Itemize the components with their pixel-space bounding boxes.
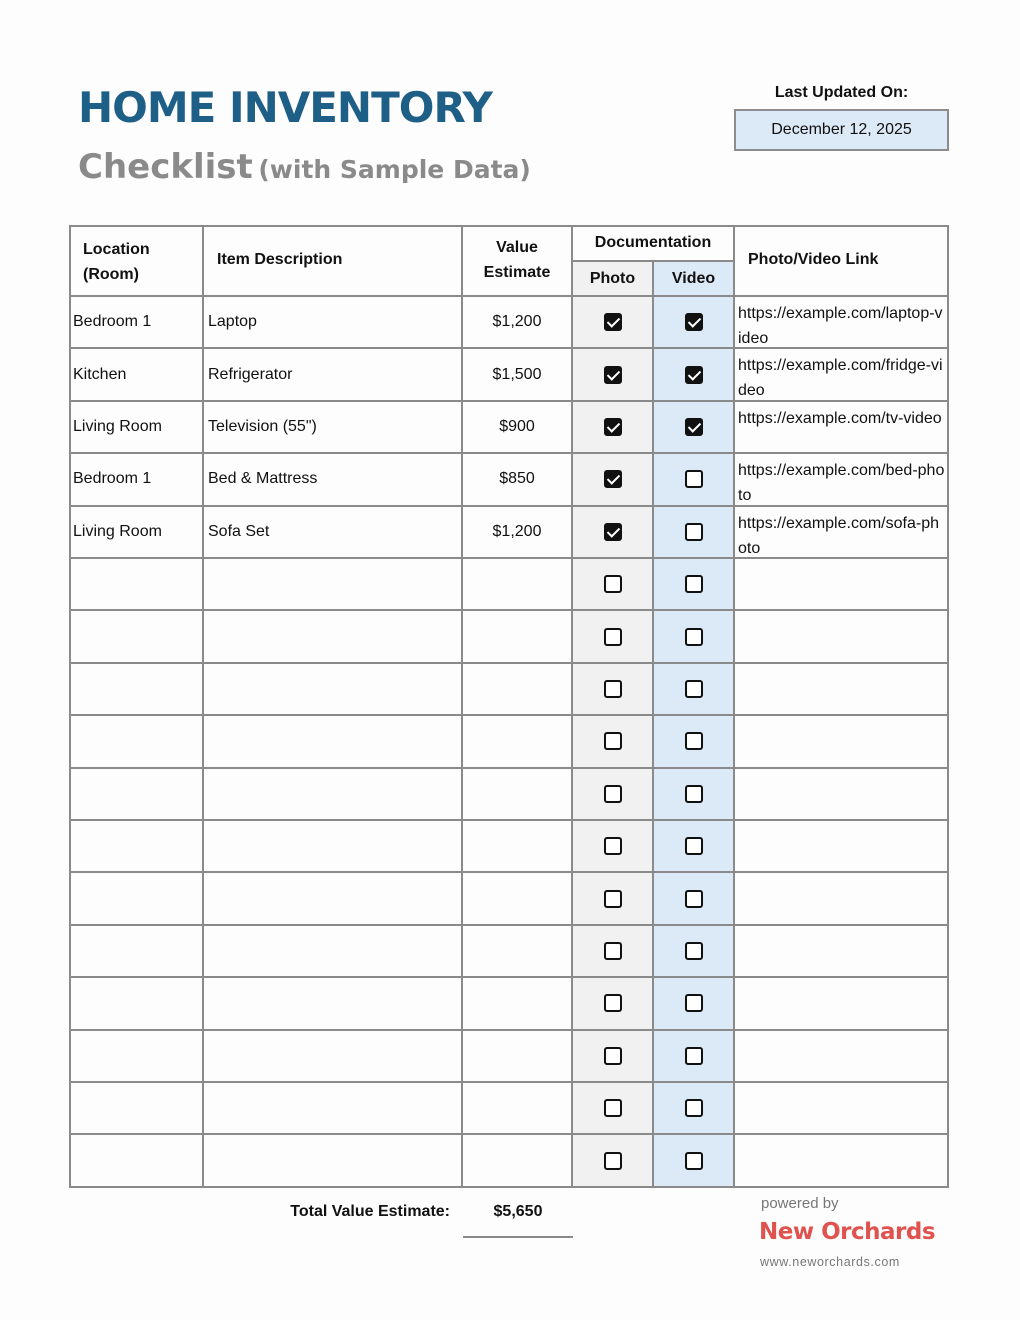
cell-item[interactable] bbox=[204, 769, 463, 821]
inventory-table bbox=[69, 225, 949, 1188]
cell-location[interactable] bbox=[69, 873, 204, 925]
total-value-amount: $5,650 bbox=[493, 1203, 543, 1220]
cell-photo bbox=[573, 402, 654, 454]
cell-location[interactable] bbox=[69, 716, 204, 768]
brand-url[interactable]: www.neworchards.com bbox=[760, 1255, 900, 1269]
cell-link[interactable]: https://example.com/sofa-photo bbox=[735, 507, 949, 559]
video-checkbox[interactable] bbox=[685, 942, 703, 960]
cell-location[interactable] bbox=[69, 664, 204, 716]
column-header-video: Video bbox=[654, 262, 735, 297]
cell-value[interactable] bbox=[463, 1031, 573, 1083]
photo-checkbox[interactable] bbox=[604, 366, 622, 384]
cell-item[interactable]: Laptop bbox=[204, 297, 463, 349]
photo-checkbox[interactable] bbox=[604, 575, 622, 593]
cell-video bbox=[654, 349, 735, 401]
cell-location[interactable]: Living Room bbox=[69, 507, 204, 559]
cell-value[interactable] bbox=[463, 611, 573, 663]
video-checkbox[interactable] bbox=[685, 732, 703, 750]
cell-link[interactable]: https://example.com/tv-video bbox=[735, 402, 949, 454]
cell-item[interactable] bbox=[204, 1135, 463, 1187]
video-checkbox[interactable] bbox=[685, 1152, 703, 1170]
photo-checkbox[interactable] bbox=[604, 470, 622, 488]
cell-item[interactable] bbox=[204, 664, 463, 716]
cell-link[interactable] bbox=[735, 978, 949, 1030]
cell-value[interactable] bbox=[463, 873, 573, 925]
photo-checkbox[interactable] bbox=[604, 1152, 622, 1170]
video-checkbox[interactable] bbox=[685, 523, 703, 541]
cell-video bbox=[654, 873, 735, 925]
cell-video bbox=[654, 454, 735, 506]
cell-value[interactable]: $1,500 bbox=[463, 349, 573, 401]
cell-location[interactable] bbox=[69, 1083, 204, 1135]
cell-photo bbox=[573, 873, 654, 925]
cell-location[interactable]: Bedroom 1 bbox=[69, 297, 204, 349]
cell-item[interactable] bbox=[204, 611, 463, 663]
cell-item[interactable]: Bed & Mattress bbox=[204, 454, 463, 506]
cell-video bbox=[654, 978, 735, 1030]
photo-checkbox[interactable] bbox=[604, 680, 622, 698]
brand-logo: New Orchards bbox=[759, 1219, 936, 1245]
column-header-location-label: Location (Room) bbox=[83, 241, 150, 283]
cell-video bbox=[654, 402, 735, 454]
cell-location[interactable] bbox=[69, 978, 204, 1030]
cell-value[interactable] bbox=[463, 926, 573, 978]
cell-photo bbox=[573, 716, 654, 768]
cell-value[interactable] bbox=[463, 769, 573, 821]
photo-checkbox[interactable] bbox=[604, 418, 622, 436]
last-updated-field[interactable] bbox=[734, 109, 949, 151]
video-checkbox[interactable] bbox=[685, 1047, 703, 1065]
cell-link[interactable] bbox=[735, 1083, 949, 1135]
cell-value[interactable] bbox=[463, 559, 573, 611]
cell-link[interactable] bbox=[735, 559, 949, 611]
cell-value[interactable] bbox=[463, 978, 573, 1030]
cell-item[interactable] bbox=[204, 1083, 463, 1135]
cell-photo bbox=[573, 664, 654, 716]
cell-video bbox=[654, 1031, 735, 1083]
cell-value[interactable]: $900 bbox=[463, 402, 573, 454]
video-checkbox[interactable] bbox=[685, 470, 703, 488]
photo-checkbox[interactable] bbox=[604, 523, 622, 541]
cell-photo bbox=[573, 1135, 654, 1187]
cell-location[interactable] bbox=[69, 1031, 204, 1083]
cell-video bbox=[654, 926, 735, 978]
total-underline bbox=[463, 1236, 573, 1238]
cell-link[interactable] bbox=[735, 716, 949, 768]
last-updated-value: December 12, 2025 bbox=[771, 121, 912, 138]
cell-photo bbox=[573, 507, 654, 559]
total-value-label: Total Value Estimate: bbox=[290, 1203, 450, 1220]
cell-value[interactable] bbox=[463, 716, 573, 768]
video-checkbox[interactable] bbox=[685, 575, 703, 593]
cell-photo bbox=[573, 978, 654, 1030]
cell-item[interactable] bbox=[204, 978, 463, 1030]
cell-photo bbox=[573, 611, 654, 663]
cell-photo bbox=[573, 454, 654, 506]
photo-checkbox[interactable] bbox=[604, 732, 622, 750]
cell-photo bbox=[573, 1031, 654, 1083]
page-title: HOME INVENTORY bbox=[78, 83, 492, 132]
cell-link[interactable] bbox=[735, 821, 949, 873]
cell-link[interactable]: https://example.com/bed-photo bbox=[735, 454, 949, 506]
cell-link[interactable] bbox=[735, 769, 949, 821]
page-subtitle bbox=[78, 147, 531, 193]
cell-video bbox=[654, 664, 735, 716]
column-header-link: Photo/Video Link bbox=[735, 225, 949, 297]
photo-checkbox[interactable] bbox=[604, 785, 622, 803]
column-header-value bbox=[463, 225, 573, 297]
video-checkbox[interactable] bbox=[685, 366, 703, 384]
powered-by-text: powered by bbox=[761, 1195, 839, 1212]
cell-photo bbox=[573, 349, 654, 401]
cell-location[interactable] bbox=[69, 611, 204, 663]
photo-checkbox[interactable] bbox=[604, 994, 622, 1012]
video-checkbox[interactable] bbox=[685, 837, 703, 855]
cell-location[interactable] bbox=[69, 769, 204, 821]
cell-video bbox=[654, 769, 735, 821]
cell-item[interactable] bbox=[204, 821, 463, 873]
column-header-documentation: Documentation bbox=[573, 225, 735, 262]
cell-value[interactable]: $1,200 bbox=[463, 507, 573, 559]
cell-video bbox=[654, 559, 735, 611]
cell-video bbox=[654, 716, 735, 768]
cell-location[interactable] bbox=[69, 1135, 204, 1187]
cell-item[interactable]: Television (55") bbox=[204, 402, 463, 454]
cell-video bbox=[654, 507, 735, 559]
cell-value[interactable] bbox=[463, 664, 573, 716]
cell-item[interactable] bbox=[204, 716, 463, 768]
last-updated-label: Last Updated On: bbox=[774, 84, 909, 101]
cell-location[interactable] bbox=[69, 926, 204, 978]
photo-checkbox[interactable] bbox=[604, 313, 622, 331]
cell-value[interactable]: $850 bbox=[463, 454, 573, 506]
photo-checkbox[interactable] bbox=[604, 1047, 622, 1065]
cell-location[interactable] bbox=[69, 821, 204, 873]
cell-link[interactable] bbox=[735, 1031, 949, 1083]
cell-item[interactable]: Sofa Set bbox=[204, 507, 463, 559]
cell-link[interactable] bbox=[735, 1135, 949, 1187]
cell-photo bbox=[573, 769, 654, 821]
cell-link[interactable] bbox=[735, 926, 949, 978]
subtitle-main: Checklist bbox=[78, 147, 253, 187]
video-checkbox[interactable] bbox=[685, 994, 703, 1012]
photo-checkbox[interactable] bbox=[604, 942, 622, 960]
cell-location[interactable] bbox=[69, 559, 204, 611]
cell-item[interactable] bbox=[204, 1031, 463, 1083]
cell-location[interactable]: Kitchen bbox=[69, 349, 204, 401]
video-checkbox[interactable] bbox=[685, 1099, 703, 1117]
cell-value[interactable] bbox=[463, 1135, 573, 1187]
cell-link[interactable] bbox=[735, 611, 949, 663]
cell-value[interactable] bbox=[463, 1083, 573, 1135]
cell-link[interactable] bbox=[735, 664, 949, 716]
cell-link[interactable]: https://example.com/fridge-video bbox=[735, 349, 949, 401]
cell-video bbox=[654, 1135, 735, 1187]
video-checkbox[interactable] bbox=[685, 313, 703, 331]
video-checkbox[interactable] bbox=[685, 890, 703, 908]
cell-link[interactable] bbox=[735, 873, 949, 925]
cell-location[interactable]: Living Room bbox=[69, 402, 204, 454]
cell-location[interactable]: Bedroom 1 bbox=[69, 454, 204, 506]
photo-checkbox[interactable] bbox=[604, 890, 622, 908]
photo-checkbox[interactable] bbox=[604, 1099, 622, 1117]
video-checkbox[interactable] bbox=[685, 680, 703, 698]
photo-checkbox[interactable] bbox=[604, 628, 622, 646]
column-header-item: Item Description bbox=[204, 225, 463, 297]
cell-item[interactable] bbox=[204, 559, 463, 611]
cell-video bbox=[654, 297, 735, 349]
column-header-value-label: Value Estimate bbox=[483, 239, 551, 281]
cell-photo bbox=[573, 1083, 654, 1135]
cell-photo bbox=[573, 926, 654, 978]
video-checkbox[interactable] bbox=[685, 418, 703, 436]
cell-item[interactable]: Refrigerator bbox=[204, 349, 463, 401]
photo-checkbox[interactable] bbox=[604, 837, 622, 855]
column-header-photo: Photo bbox=[573, 262, 654, 297]
cell-video bbox=[654, 821, 735, 873]
cell-photo bbox=[573, 559, 654, 611]
subtitle-note: (with Sample Data) bbox=[258, 155, 531, 184]
cell-video bbox=[654, 611, 735, 663]
column-header-location bbox=[69, 225, 204, 297]
video-checkbox[interactable] bbox=[685, 785, 703, 803]
cell-photo bbox=[573, 821, 654, 873]
cell-value[interactable] bbox=[463, 821, 573, 873]
cell-value[interactable]: $1,200 bbox=[463, 297, 573, 349]
video-checkbox[interactable] bbox=[685, 628, 703, 646]
cell-link[interactable]: https://example.com/laptop-video bbox=[735, 297, 949, 349]
cell-item[interactable] bbox=[204, 873, 463, 925]
cell-item[interactable] bbox=[204, 926, 463, 978]
cell-video bbox=[654, 1083, 735, 1135]
cell-photo bbox=[573, 297, 654, 349]
